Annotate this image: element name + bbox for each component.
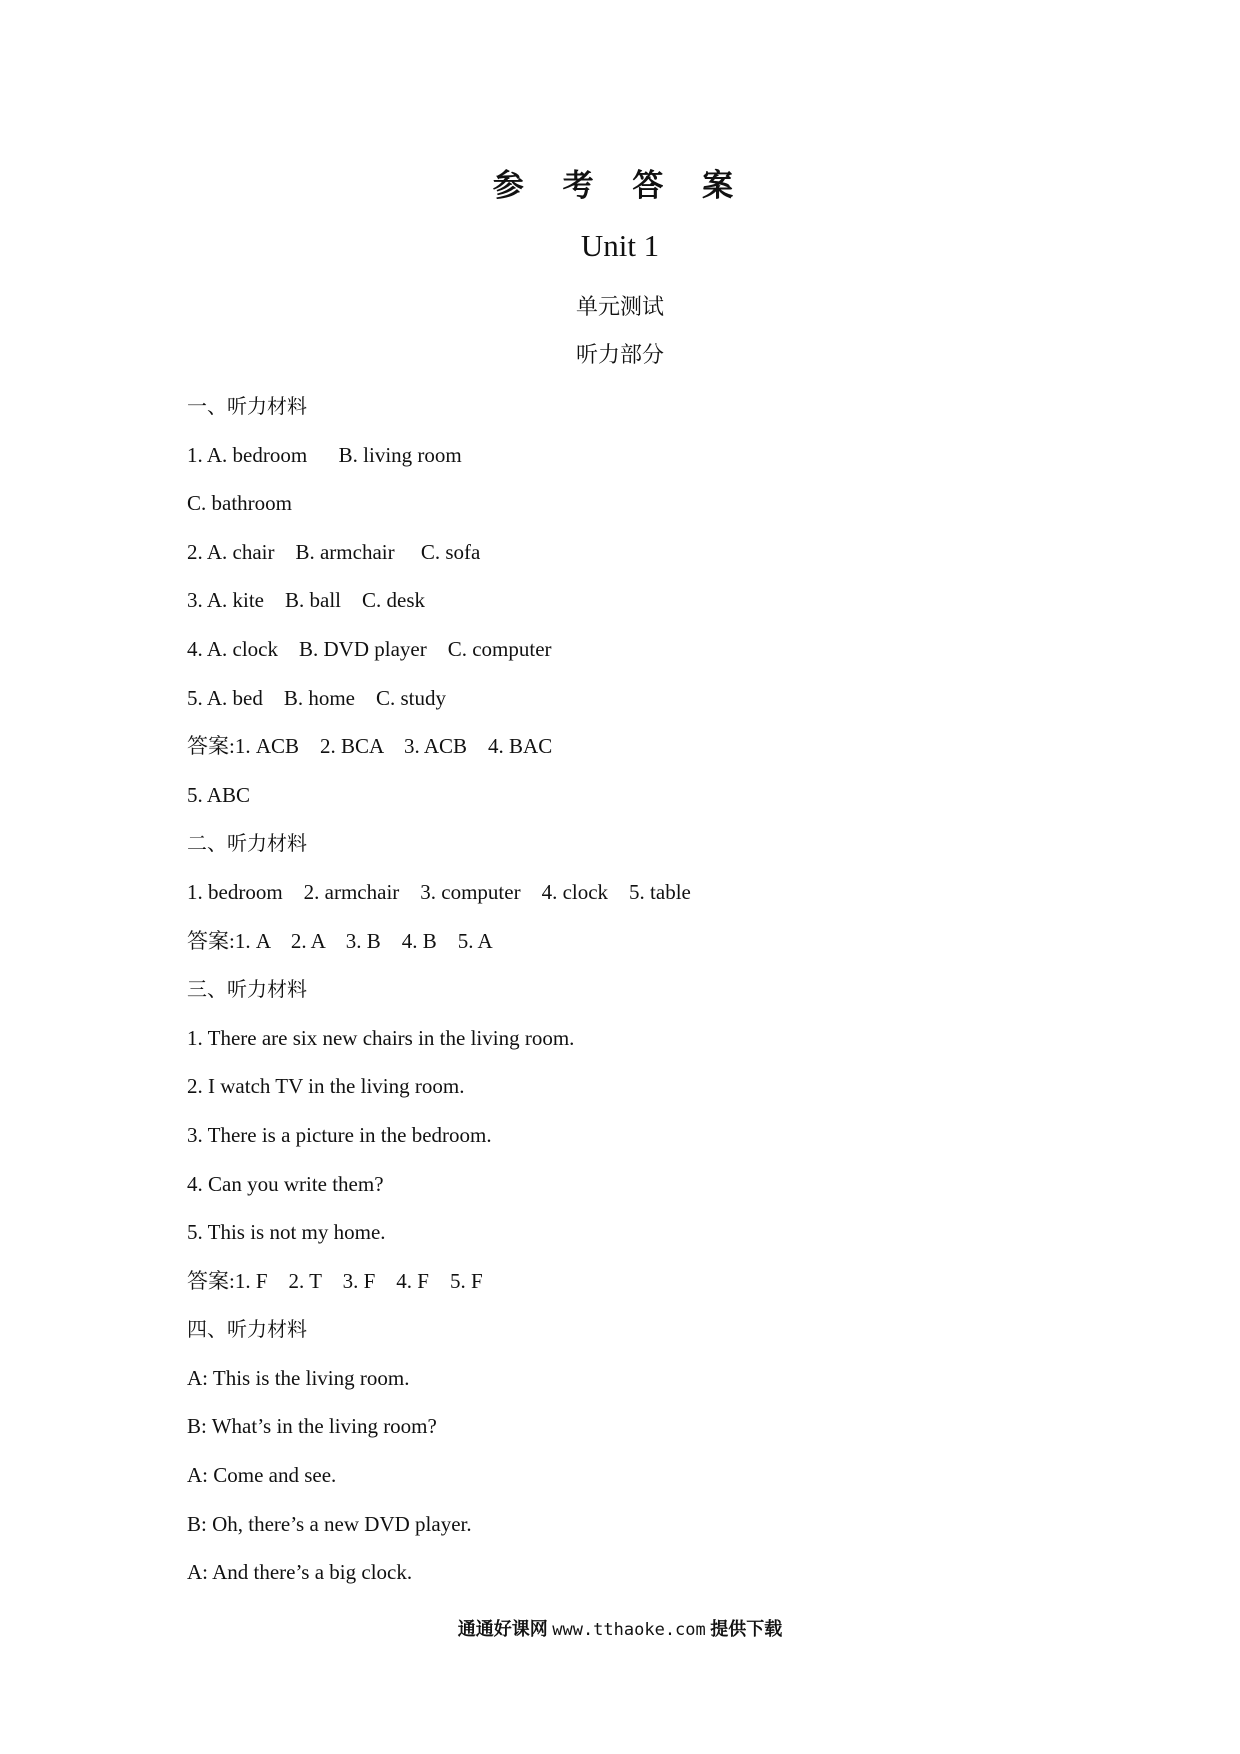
section-label: 四、听力材料 (187, 1317, 307, 1342)
section-heading: 听力部分 (575, 343, 664, 368)
footer-url: www.tthaoke.com (552, 1620, 706, 1640)
page-title: 参 考 答 案 (492, 168, 748, 204)
section-label: 二、听力材料 (187, 831, 307, 856)
footer-brand: 通通好课网 (457, 1619, 548, 1640)
content-line: B: What’s in the living room? (187, 1414, 437, 1439)
answer-content (187, 382, 1087, 1597)
content-line: C. bathroom (187, 491, 292, 516)
content-line: B: Oh, there’s a new DVD player. (187, 1511, 472, 1536)
content-line: 5. ABC (187, 782, 251, 807)
section-label: 三、听力材料 (187, 977, 307, 1002)
test-subtitle: 单元测试 (575, 295, 664, 320)
content-line: 4. Can you write them? (187, 1171, 384, 1196)
content-line: 4. A. clock B. DVD player C. computer (187, 636, 552, 661)
content-line: 3. There is a picture in the bedroom. (187, 1122, 492, 1147)
content-line: A: Come and see. (187, 1463, 337, 1488)
content-line: 1. There are six new chairs in the living room. (187, 1025, 575, 1050)
footer-suffix: 提供下载 (710, 1619, 783, 1640)
content-line: 答案:1. ACB 2. BCA 3. ACB 4. BAC (187, 734, 553, 759)
content-line: 3. A. kite B. ball C. desk (187, 588, 425, 613)
content-line: A: And there’s a big clock. (187, 1560, 413, 1585)
content-line: 5. A. bed B. home C. study (187, 685, 447, 710)
page-footer (0, 1615, 1240, 1641)
section-label: 一、听力材料 (187, 394, 307, 418)
content-line: 2. I watch TV in the living room. (187, 1074, 465, 1099)
content-line: 答案:1. A 2. A 3. B 4. B 5. A (187, 928, 493, 953)
content-line: A: This is the living room. (187, 1365, 410, 1390)
unit-heading: Unit 1 (580, 228, 660, 263)
content-line: 1. A. bedroom B. living room (187, 442, 462, 467)
content-line: 1. bedroom 2. armchair 3. computer 4. clock 5. table (187, 879, 691, 904)
content-line: 答案:1. F 2. T 3. F 4. F 5. F (187, 1268, 483, 1293)
content-line: 2. A. chair B. armchair C. sofa (187, 539, 481, 564)
content-line: 5. This is not my home. (187, 1220, 386, 1245)
